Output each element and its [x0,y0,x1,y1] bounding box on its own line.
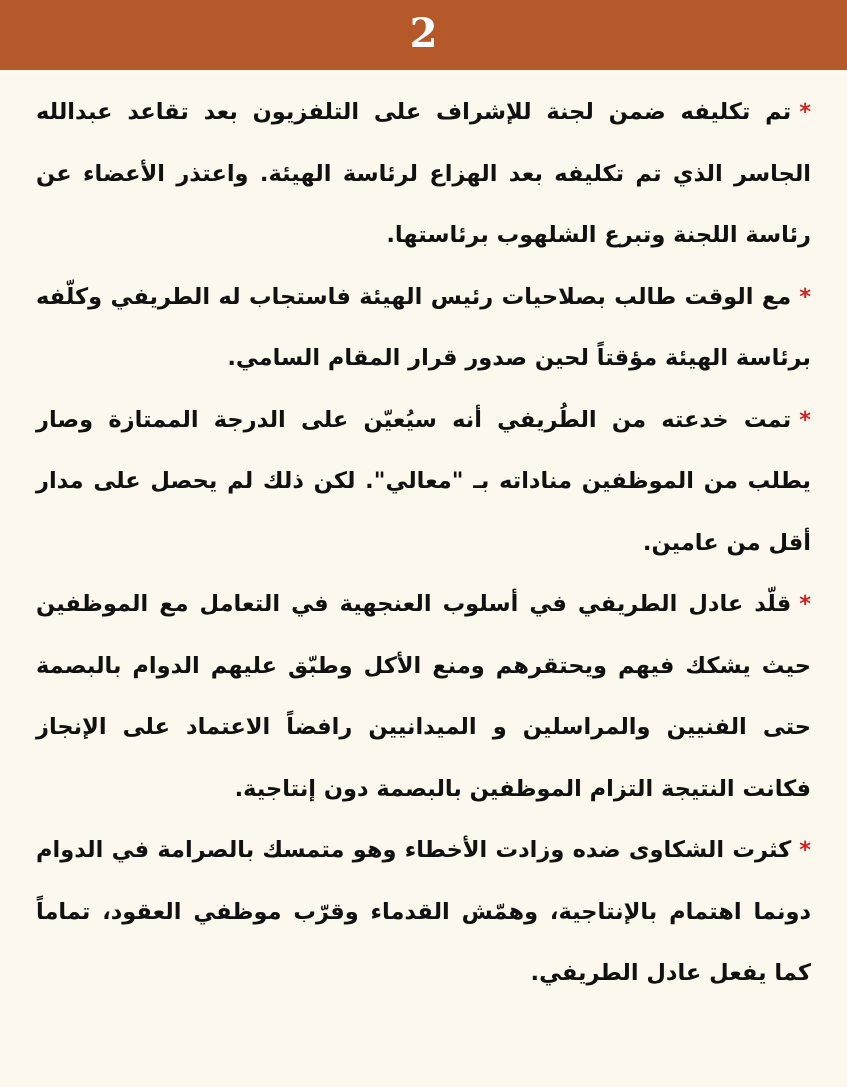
paragraph-text: كثرت الشكاوى ضده وزادت الأخطاء وهو متمسك بالصرامة في الدوام دونما اهتمام بالإنتاجية، وهمّش القدماء وقرّب موظفي العقود، تماماً كما يفعل عادل الطريفي. [36,837,811,986]
bullet-asterisk: * [799,837,811,863]
page-number: 2 [409,10,438,57]
article-body [36,82,811,1005]
paragraph-4 [36,574,811,820]
paragraph-text: تم تكليفه ضمن لجنة للإشراف على التلفزيون بعد تقاعد عبدالله الجاسر الذي تم تكليفه بعد الهزاع لرئاسة الهيئة. واعتذر الأعضاء عن رئاسة اللجنة وتبرع الشلهوب برئاستها. [36,99,811,248]
bullet-asterisk: * [799,591,811,617]
paragraph-text: قلّد عادل الطريفي في أسلوب العنجهية في التعامل مع الموظفين حيث يشكك فيهم ويحتقرهم ومنع الأكل وطبّق عليهم الدوام بالبصمة حتى الفنيين والمراسلين و الميدانيين رافضاً الاعتماد على الإنجاز فكانت النتيجة التزام الموظفين بالبصمة دون إنتاجية. [36,591,811,802]
paragraph-1 [36,82,811,267]
paragraph-text: تمت خدعته من الطُريفي أنه سيُعيّن على الدرجة الممتازة وصار يطلب من الموظفين مناداته بـ "معالي". لكن ذلك لم يحصل على مدار أقل من عامين. [36,406,811,556]
paragraph-2 [36,267,811,390]
page-header [0,0,847,70]
bullet-asterisk: * [799,283,811,310]
paragraph-5 [36,820,811,1005]
bullet-asterisk: * [799,99,811,125]
bullet-asterisk: * [799,406,811,433]
paragraph-text: مع الوقت طالب بصلاحيات رئيس الهيئة فاستجاب له الطريفي وكلّفه برئاسة الهيئة مؤقتاً لحين صدور قرار المقام السامي. [36,283,811,371]
paragraph-3 [36,390,811,575]
